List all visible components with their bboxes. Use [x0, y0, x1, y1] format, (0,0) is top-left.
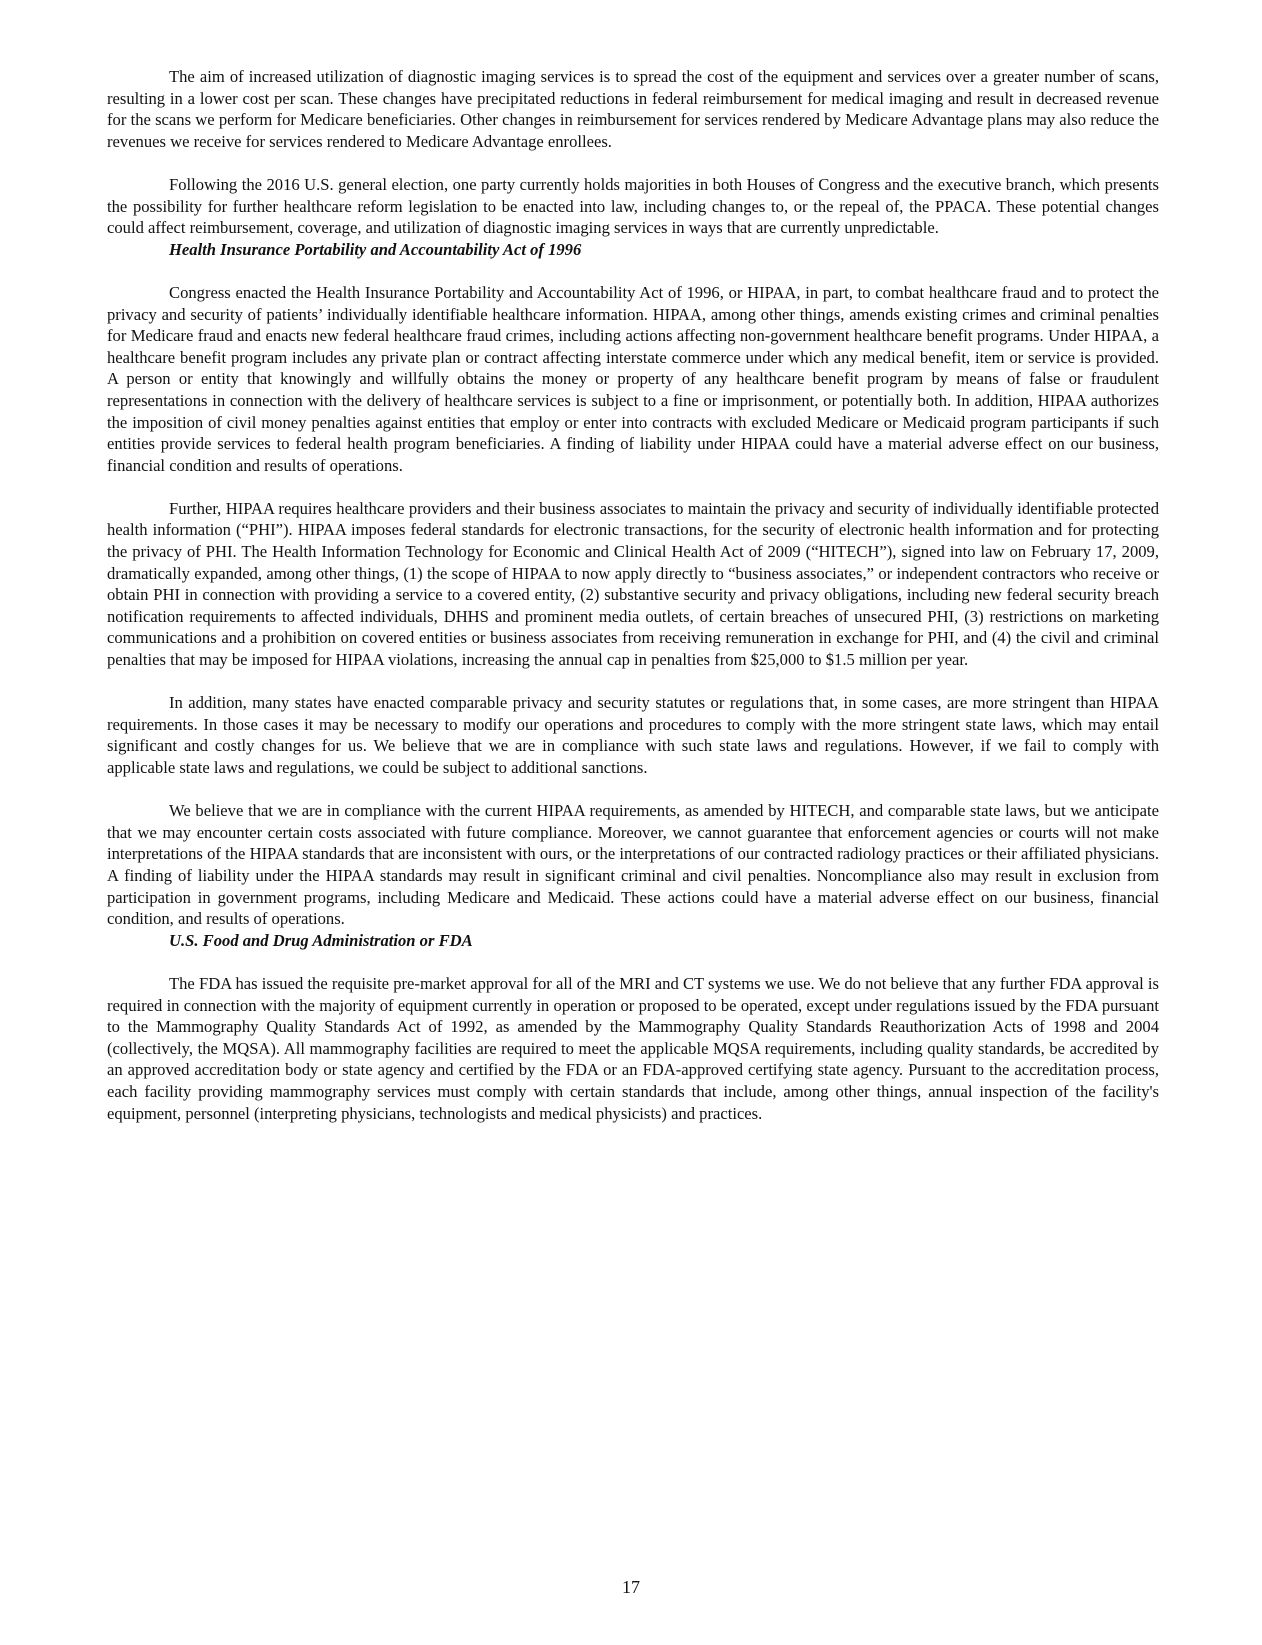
paragraph-state-privacy-laws: In addition, many states have enacted comparable privacy and security statutes or regulations that, in some cases, are more stringent than HIPAA requirements. In those cases it may be necessary to modify our operations and procedures to comply with the more stringent state laws, which may entail significant and costly changes for us. We believe that we are in compliance with such state laws and regulations. However, if we fail to comply with applicable state laws and regulations, we could be subject to additional sanctions.: [107, 693, 1159, 777]
paragraph-2016-election: Following the 2016 U.S. general election, one party currently holds majorities in both Houses of Congress and the executive branch, which presents the possibility for further healthcare reform legislation to be enacted into law, including changes to, or the repeal of, the PPACA. These potential changes could affect reimbursement, coverage, and utilization of diagnostic imaging services in ways that are currently unpredictable.: [107, 174, 1159, 238]
paragraph-fda-approval: The FDA has issued the requisite pre-market approval for all of the MRI and CT systems we use. We do not believe that any further FDA approval is required in connection with the majority of equipment currently in operation or proposed to be operated, except under regulations issued by the FDA pursuant to the Mammography Quality Standards Act of 1992, as amended by the Mammography Quality Standards Reauthorization Acts of 1998 and 2004 (collectively, the MQSA). All mammography facilities are required to meet the applicable MQSA requirements, including quality standards, be accredited by an approved accreditation body or state agency and certified by the FDA or an FDA-approved certifying state agency. Pursuant to the accreditation process, each facility providing mammography services must comply with certain standards that include, among other things, annual inspection of the facility's equipment, personnel (interpreting physicians, technologists and medical physicists) and practices.: [107, 973, 1159, 1123]
paragraph-hipaa-hitech: Further, HIPAA requires healthcare providers and their business associates to maintain the privacy and security of individually identifiable protected health information (“PHI”). HIPAA imposes federal standards for electronic transactions, for the security of electronic health information and for protecting the privacy of PHI. The Health Information Technology for Economic and Clinical Health Act of 2009 (“HITECH”), signed into law on February 17, 2009, dramatically expanded, among other things, (1) the scope of HIPAA to now apply directly to “business associates,” or independent contractors who receive or obtain PHI in connection with providing a service to a covered entity, (2) substantive security and privacy obligations, including new federal security breach notification requirements to affected individuals, DHHS and prominent media outlets, of certain breaches of unsecured PHI, (3) restrictions on marketing communications and a prohibition on covered entities or business associates from receiving remuneration in exchange for PHI, and (4) the civil and criminal penalties that may be imposed for HIPAA violations, increasing the annual cap in penalties from $25,000 to $1.5 million per year.: [107, 498, 1159, 670]
page-number: 17: [622, 1577, 640, 1597]
paragraph-hipaa-enacted: Congress enacted the Health Insurance Portability and Accountability Act of 1996, or HIPAA, in part, to combat healthcare fraud and to protect the privacy and security of patients’ individually identifiable healthcare information. HIPAA, among other things, amends existing crimes and criminal penalties for Medicare fraud and enacts new federal healthcare fraud crimes, including actions affecting non-government healthcare benefit programs. Under HIPAA, a healthcare benefit program includes any private plan or contract affecting interstate commerce under which any medical benefit, item or service is provided. A person or entity that knowingly and willfully obtains the money or property of any healthcare benefit program by means of false or fraudulent representations in connection with the delivery of healthcare services is subject to a fine or imprisonment, or potentially both. In addition, HIPAA authorizes the imposition of civil money penalties against entities that employ or enter into contracts with excluded Medicare or Medicaid program participants if such entities provide services to federal health program beneficiaries. A finding of liability under HIPAA could have a material adverse effect on our business, financial condition and results of operations.: [107, 282, 1159, 475]
document-page: [107, 66, 1159, 1124]
paragraph-hipaa-compliance: We believe that we are in compliance with the current HIPAA requirements, as amended by HITECH, and comparable state laws, but we anticipate that we may encounter certain costs associated with future compliance. Moreover, we cannot guarantee that enforcement agencies or courts will not make interpretations of the HIPAA standards that are inconsistent with ours, or the interpretations of our contracted radiology practices or their affiliated physicians. A finding of liability under the HIPAA standards may result in significant criminal and civil penalties. Noncompliance also may result in exclusion from participation in government programs, including Medicare and Medicaid. These actions could have a material adverse effect on our business, financial condition, and results of operations.: [107, 801, 1159, 929]
paragraph-imaging-utilization: The aim of increased utilization of diagnostic imaging services is to spread the cost of the equipment and services over a greater number of scans, resulting in a lower cost per scan. These changes have precipitated reductions in federal reimbursement for medical imaging and result in decreased revenue for the scans we perform for Medicare beneficiaries. Other changes in reimbursement for services rendered by Medicare Advantage plans may also reduce the revenues we receive for services rendered to Medicare Advantage enrollees.: [107, 67, 1159, 151]
section-heading-fda: U.S. Food and Drug Administration or FDA: [169, 930, 473, 950]
section-heading-hipaa: Health Insurance Portability and Accountability Act of 1996: [169, 239, 582, 259]
